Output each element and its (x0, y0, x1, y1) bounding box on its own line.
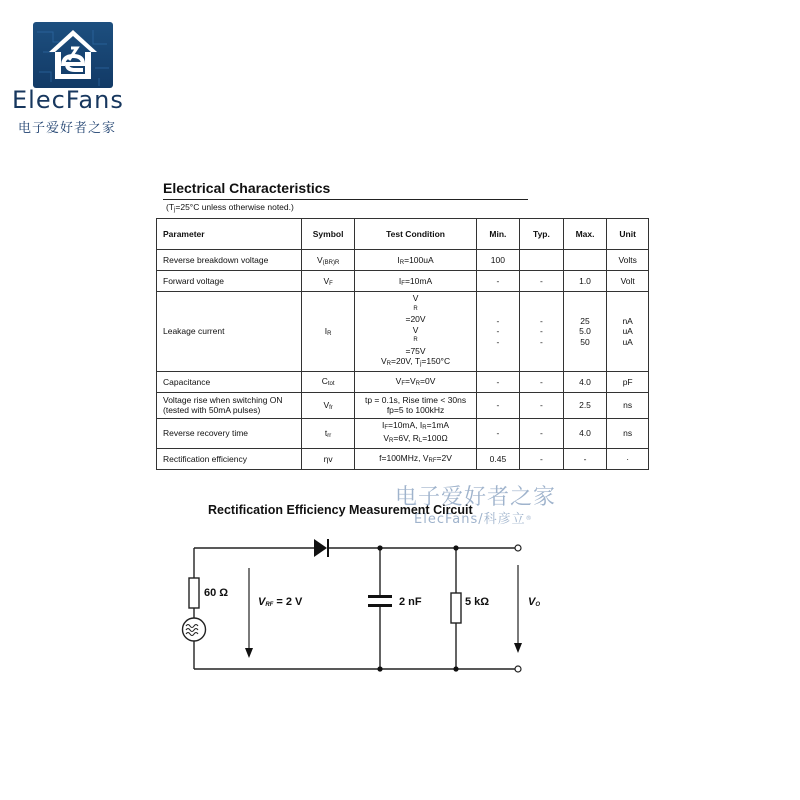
header-max: Max. (563, 219, 607, 250)
vo-label: VO (528, 596, 541, 608)
logo-name: ElecFans (12, 86, 124, 114)
cell-max: 2.5 (563, 392, 607, 418)
condition-line: V R =20V (405, 293, 426, 324)
cell-symbol: V(BR)R (301, 250, 355, 271)
output-terminal (515, 666, 521, 672)
cell-min: - - - (476, 292, 520, 372)
source-resistor (189, 578, 199, 608)
output-terminal (515, 545, 521, 551)
cell-max: 1.0 (563, 271, 607, 292)
cell-unit: Volt (607, 271, 649, 292)
cell-typ: - (520, 392, 564, 418)
header-symbol: Symbol (301, 219, 355, 250)
cell-unit: Volts (607, 250, 649, 271)
condition-line: IF=10mA, IR=1mA (381, 419, 450, 431)
cell-condition: f=100MHz, VRF=2V (355, 448, 476, 469)
cell-parameter: Voltage rise when switching ON (tested with 50mA pulses) (157, 392, 302, 418)
logo-tagline: 电子爱好者之家 (18, 121, 117, 136)
cell-unit: pF (607, 371, 649, 392)
section-title: Electrical Characteristics (163, 180, 331, 196)
cell-min: - (476, 271, 520, 292)
cell-typ: - (520, 418, 564, 448)
header-typ: Typ. (520, 219, 564, 250)
vrf-label: VRF = 2 V (258, 596, 303, 608)
condition-line: VR=6V, RL=100Ω (383, 433, 448, 444)
cell-condition: IF=10mA (355, 271, 476, 292)
cell-condition: IR=100uA (355, 250, 476, 271)
cell-symbol: IR (301, 292, 355, 372)
cell-min: 0.45 (476, 448, 520, 469)
cell-unit: ns (607, 418, 649, 448)
cell-unit: nA uA uA (607, 292, 649, 372)
junction-dot (377, 545, 382, 550)
cell-min: 100 (476, 250, 520, 271)
cell-symbol: VF (301, 271, 355, 292)
cell-max: - (563, 448, 607, 469)
junction-dot (453, 666, 458, 671)
cell-parameter: Rectification efficiency (157, 448, 302, 469)
cell-unit: · (607, 448, 649, 469)
capacitor-label: 2 nF (399, 596, 422, 608)
header-parameter: Parameter (157, 219, 302, 250)
cell-symbol: ηv (301, 448, 355, 469)
cell-typ: - - - (520, 292, 564, 372)
cell-unit: ns (607, 392, 649, 418)
load-resistor-label: 5 kΩ (465, 596, 490, 608)
junction-dot (377, 666, 382, 671)
source-resistor-label: 60 Ω (204, 587, 229, 599)
cell-typ: - (520, 448, 564, 469)
vo-arrow-head (514, 643, 522, 653)
junction-dot (453, 545, 458, 550)
cell-max: 25 5.0 50 (563, 292, 607, 372)
cell-condition: VF=VR=0V (355, 371, 476, 392)
capacitor-plate-bottom (368, 604, 392, 607)
cell-min: - (476, 418, 520, 448)
cell-typ: - (520, 271, 564, 292)
cell-symbol: Vfr (301, 392, 355, 418)
cell-min: - (476, 392, 520, 418)
circuit-title: Rectification Efficiency Measurement Circuit (208, 503, 473, 517)
cell-parameter: Reverse breakdown voltage (157, 250, 302, 271)
cell-max: 4.0 (563, 418, 607, 448)
condition-line: V R =75V (405, 324, 426, 356)
condition-line: VR=20V, Tj=150°C (380, 356, 451, 367)
diode-icon (314, 539, 327, 557)
cell-parameter: Leakage current (157, 292, 302, 372)
cell-max: 4.0 (563, 371, 607, 392)
cell-condition: tp = 0.1s, Rise time < 30ns fp=5 to 100kHz (355, 392, 476, 418)
header-min: Min. (476, 219, 520, 250)
conditions-note: (Tj=25°C unless otherwise noted.) (166, 202, 294, 213)
cell-parameter: Capacitance (157, 371, 302, 392)
capacitor-plate-top (368, 595, 392, 598)
vrf-arrow-head (245, 648, 253, 658)
watermark-cn: 电子爱好者之家 (395, 485, 557, 510)
cell-parameter: Reverse recovery time (157, 418, 302, 448)
cell-typ: - (520, 371, 564, 392)
cell-symbol: Ctot (301, 371, 355, 392)
cell-min: - (476, 371, 520, 392)
header-unit: Unit (607, 219, 649, 250)
load-resistor (451, 593, 461, 623)
cell-symbol: trr (301, 418, 355, 448)
cell-parameter: Forward voltage (157, 271, 302, 292)
watermark-brand: ElecFans/科彦立® (414, 512, 533, 527)
header-condition: Test Condition (355, 219, 476, 250)
